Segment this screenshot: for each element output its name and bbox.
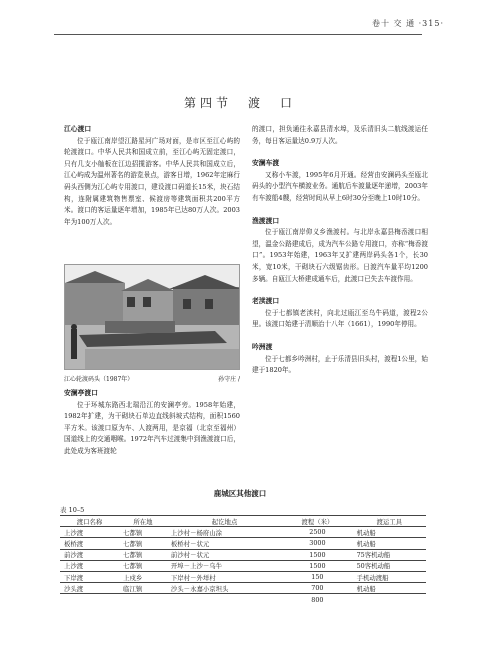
table-label: 表 10–5 — [60, 506, 85, 514]
header-cell: 渡程（米） — [282, 516, 352, 527]
ferry-photo — [64, 264, 240, 370]
header-cell: 渡口名称 — [60, 516, 119, 527]
table-header-row — [60, 516, 426, 527]
table-cell — [60, 594, 119, 605]
heading-anlanting: 安澜亭渡口 — [64, 389, 98, 397]
table-cell: 机动船 — [353, 583, 426, 594]
ferry-table — [60, 515, 426, 605]
table-cell: 前沙村－状元 — [167, 549, 282, 560]
paragraph-yinzhou: 位于七都乡吟洲村，止于乐清县旧头村，渡程1公里，始建于1820年。 — [252, 354, 428, 375]
table-cell: 机动船 — [353, 538, 426, 549]
ferry-photo-illustration — [65, 265, 240, 370]
header-cell: 所在地 — [119, 516, 167, 527]
table-cell: 50客机动船 — [353, 560, 426, 571]
table-cell: 700 — [282, 583, 352, 594]
table-row — [60, 571, 426, 582]
table-title: 鹿城区其他渡口 — [213, 489, 267, 498]
left-column-top — [64, 124, 240, 228]
table-cell — [353, 594, 426, 605]
table-cell: 75客机动船 — [353, 549, 426, 560]
table-cell: 前沙渡 — [60, 549, 119, 560]
table-cell: 上沙村－杨府山涂 — [167, 527, 282, 538]
table-cell: 七都镇 — [119, 549, 167, 560]
table-cell: 3000 — [282, 538, 352, 549]
paragraph-yudu: 位于瓯江南岸仰义乡渔渡村。与北岸永嘉县梅岙渡口相望，温金公路建成后，成为汽车公路专用渡口，亦称“梅岙渡口”。1953年始建，1963年又扩建两岸码头各1个，长30米，宽10米，干砌块石六级锯齿形。日渡汽车量平均1200多辆。自瓯江大桥建成通车后，此渡口已失去车渡作用。 — [252, 228, 428, 283]
table-cell: 开埠－上沙－乌牛 — [167, 560, 282, 571]
heading-jiangxin: 江心渡口 — [64, 125, 92, 133]
table-cell: 下岸村－外垟村 — [167, 571, 282, 582]
table-cell: 手机动渡船 — [353, 571, 426, 582]
heading-anlan-chedu: 安澜车渡 — [252, 159, 280, 168]
table-cell: 1500 — [282, 549, 352, 560]
table-row — [60, 538, 426, 549]
table-cell: 上沙渡 — [60, 527, 119, 538]
table-row — [60, 549, 426, 560]
header-rule — [54, 34, 422, 35]
table-row — [60, 560, 426, 571]
table-cell: 临江镇 — [119, 583, 167, 594]
table-cell: 沙头－永嘉小京坦头 — [167, 583, 282, 594]
left-column-bottom — [64, 388, 240, 458]
table-row — [60, 527, 426, 538]
table-cell — [167, 594, 282, 605]
table-cell — [119, 594, 167, 605]
heading-yudu: 渔渡渡口 — [252, 216, 280, 225]
table-cell: 机动船 — [353, 527, 426, 538]
table-cell: 七都镇 — [119, 527, 167, 538]
heading-yinzhou: 吟洲渡 — [252, 342, 273, 351]
paragraph-anlanting: 位于环城东路西北瑞沿江的安澜亭旁。1958年始建，1982年扩建，为干砌块石单边直线斜坡式结构，面积1560平方米。该渡口原为车、人渡两用，是京福（北京至福州）国道线上的交通咽喉。1972年汽车过渡集中到渔渡渡口后，此处成为客班渡轮 — [64, 400, 240, 455]
table-cell: 七都镇 — [119, 538, 167, 549]
heading-laodu: 老渎渡口 — [252, 297, 280, 306]
table-cell: 七都镇 — [119, 560, 167, 571]
photo-caption-text: 江心轮渡码头（1987年） — [64, 376, 134, 383]
photo-caption — [64, 374, 240, 383]
paragraph-anlan-chedu: 又称小车渡，1995年6月开通。经营由安澜码头至瓯北码头的小型汽车横渡业务。通航后车渡量逐年递增，2003年有车渡船4艘，经营时间从早上6时30分至晚上10时10分。 — [252, 170, 428, 202]
table-cell: 板桥渡 — [60, 538, 119, 549]
table-row — [60, 583, 426, 594]
table-cell: 下岸渡 — [60, 571, 119, 582]
right-column — [252, 124, 428, 377]
header-cell: 渡运工具 — [353, 516, 426, 527]
table-cell: 2500 — [282, 527, 352, 538]
table-cell: 沙头渡 — [60, 583, 119, 594]
paragraph-continued: 的渡口，担负通往永嘉县清水埠，及乐清旧头二航线渡运任务，每日客运量达0.9万人次。 — [252, 125, 428, 145]
paragraph-laodu: 位于七都镇老渎村，向北过瓯江至乌牛码道，渡程2公里。该渡口始建于清顺治十八年（1661），1990年停用。 — [252, 308, 428, 329]
paragraph-jiangxin: 位于瓯江南岸望江路星河广场对面，是市区至江心屿的轮渡渡口。中华人民共和国成立前，至江心屿无固定渡口，只有几支小舢板在江边招揽游客。中华人民共和国成立后，江心屿成为温州著名的游览景点，游客日增，1962年定麻行码头西侧为江心屿专用渡口，建设渡口码道长15米，块石结构，连附属建筑物售票室、候渡房等建筑面积共200平方米。渡口的客运量逐年增加，1985年已达80万人次。2003年为100万人次。 — [64, 136, 240, 226]
table-cell: 上沙渡 — [60, 560, 119, 571]
photo-credit: 孙守庄 / — [218, 376, 240, 383]
table-cell: 1500 — [282, 560, 352, 571]
section-title: 第四节 渡 口 — [183, 96, 296, 110]
table-row — [60, 594, 426, 605]
table-cell: 板桥村－状元 — [167, 538, 282, 549]
running-header: 卷十 交 通 ·315· — [372, 19, 444, 28]
table-cell: 150 — [282, 571, 352, 582]
table-cell: 800 — [282, 594, 352, 605]
table-cell: 上戍乡 — [119, 571, 167, 582]
header-cell: 起讫地点 — [167, 516, 282, 527]
